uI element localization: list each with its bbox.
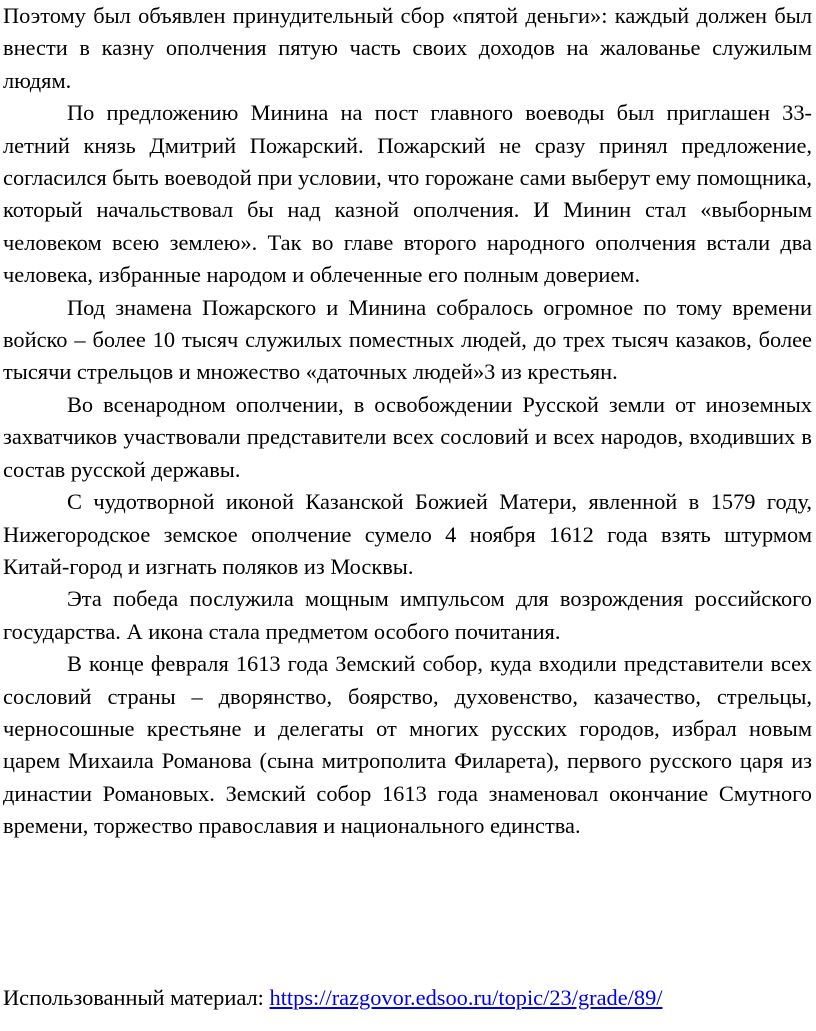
source-label: Использованный материал:: [3, 985, 270, 1010]
paragraph-army: Под знамена Пожарского и Минина собралось огромное по тому времени войско – более 10 тысяч служилых поместных людей, до трех тысяч казаков, более тысячи стрельцов и множество «даточных людей»3 из крестьян.: [3, 294, 812, 385]
paragraph-pozharsky: По предложению Минина на пост главного воеводы был приглашен 33- летний князь Дмитрий Пожарский. Пожарский не сразу принял предложение, согласился быть воеводой при условии, что горожане сами выберут ему помощника, который начальствовал бы над казной ополчения. И Минин стал «выборным человеком всею землею». Так во главе второго народного ополчения встали два человека, избранные народом и облеченные его полным доверием.: [3, 100, 812, 288]
paragraph-all-estates: Во всенародном ополчении, в освобождении Русской земли от иноземных захватчиков участвовали представители всех сословий и всех народов, входивших в состав русской державы.: [3, 391, 812, 482]
paragraph-kazan-icon: С чудотворной иконой Казанской Божией Матери, явленной в 1579 году, Нижегородское земское ополчение сумело 4 ноября 1612 года взять штурмом Китай-город и изгнать поляков из Москвы.: [3, 489, 812, 579]
source-link[interactable]: https://razgovor.edsoo.ru/topic/23/grade/89/: [269, 985, 663, 1010]
paragraph-victory: Эта победа послужила мощным импульсом для возрождения российского государства. А икона стала предметом особого почитания.: [3, 586, 812, 644]
source-line: [3, 982, 663, 1014]
paragraph-fifth-money: Поэтому был объявлен принудительный сбор «пятой деньги»: каждый должен был внести в казну ополчения пятую часть своих доходов на жалованье служилым людям.: [3, 3, 812, 93]
paragraph-zemsky-sobor: В конце февраля 1613 года Земский собор, куда входили представители всех сословий страны – дворянство, боярство, духовенство, казачество, стрельцы, черносошные крестьяне и делегаты от многих русских городов, избрал новым царем Михаила Романова (сына митрополита Филарета), первого русского царя из династии Романовых. Земский собор 1613 года знаменовал окончание Смутного времени, торжество православия и национального единства.: [3, 651, 812, 839]
